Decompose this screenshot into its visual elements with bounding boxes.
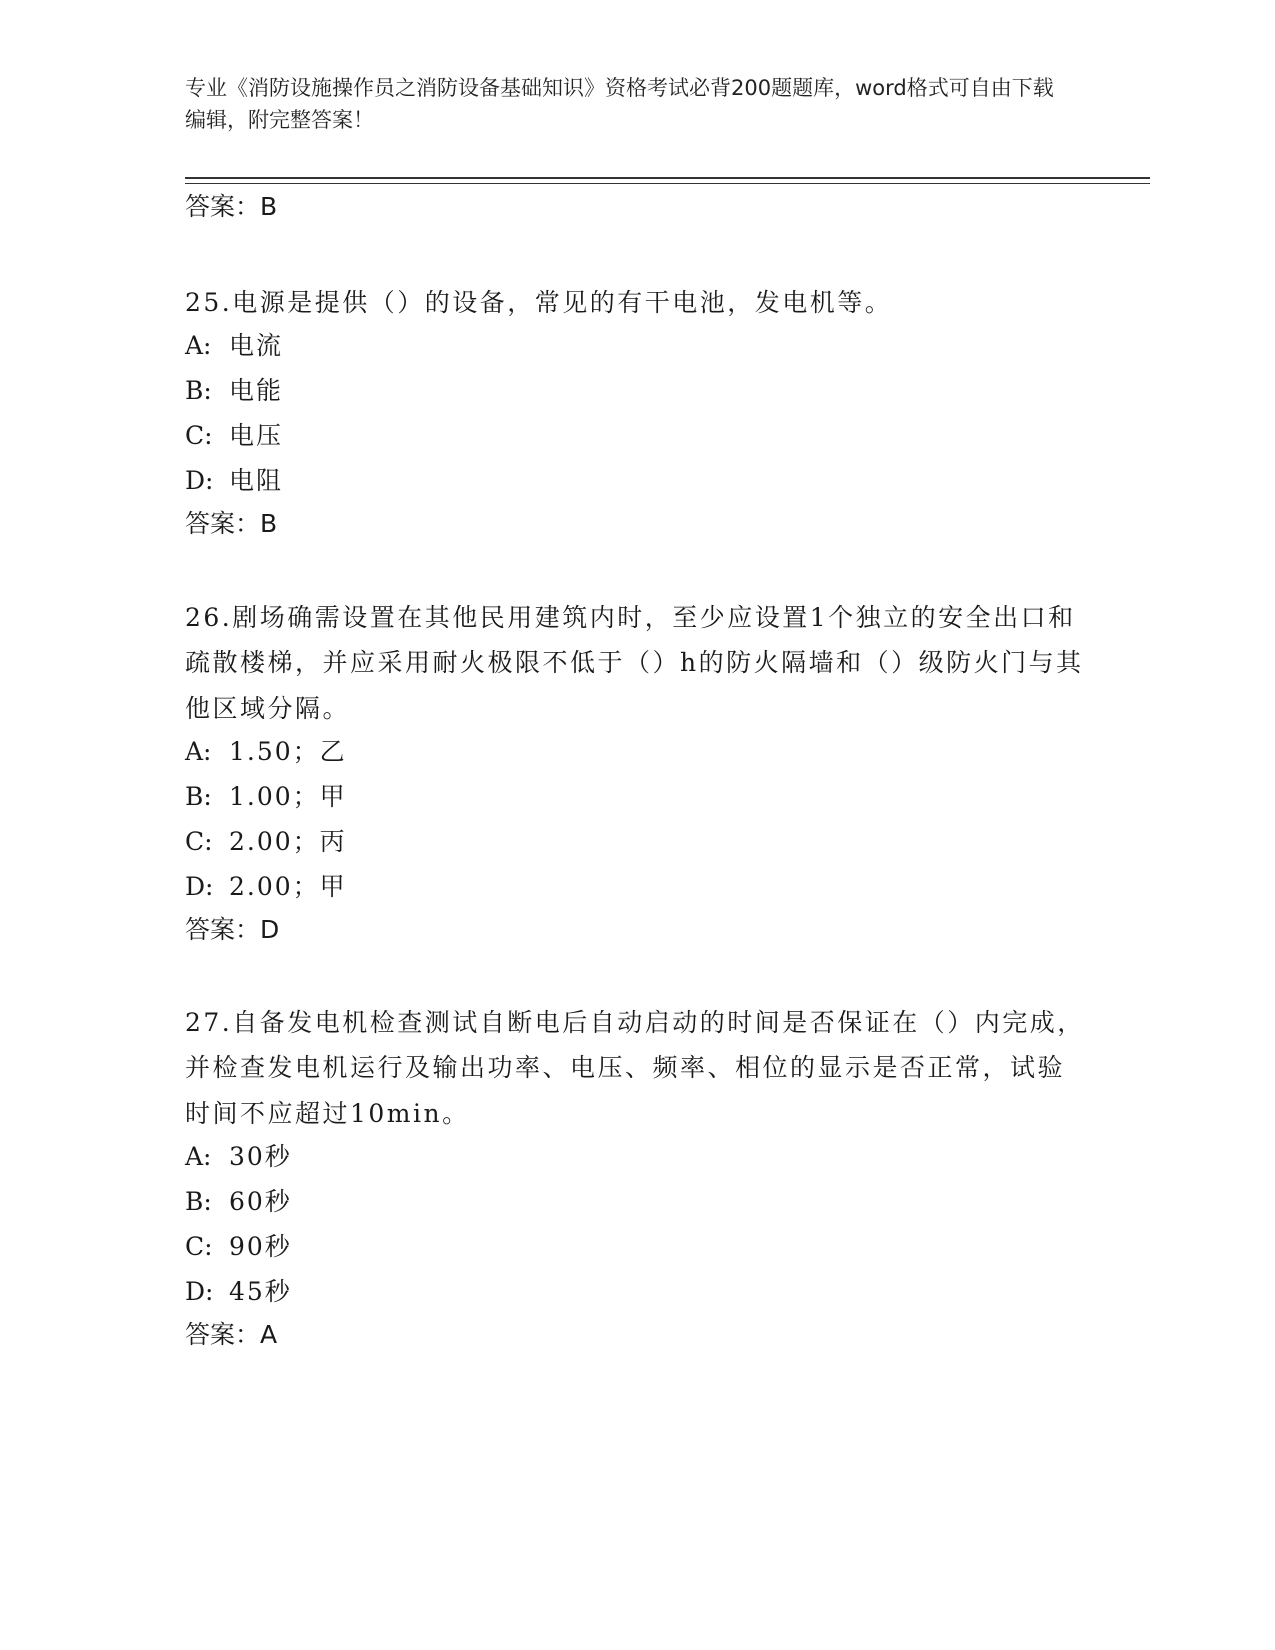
question-25-option-b — [185, 376, 283, 406]
question-26-text: 26.剧场确需设置在其他民用建筑内时，至少应设置1个独立的安全出口和疏散楼梯，并应采用耐火极限不低于（）h的防火隔墙和（）级防火门与其他区域分隔。 — [185, 603, 1084, 723]
question-27-option-d — [185, 1277, 292, 1307]
option-letter: D: — [185, 466, 214, 495]
option-letter: C: — [185, 421, 213, 450]
option-letter: C: — [185, 827, 213, 856]
option-text: 电阻 — [229, 466, 284, 495]
question-25-option-d — [185, 466, 283, 496]
option-text: 1.00；甲 — [229, 782, 347, 811]
question-26-option-c — [185, 827, 347, 857]
option-letter: A: — [185, 331, 212, 360]
option-letter: B: — [185, 376, 212, 405]
question-27-answer: 答案：A — [185, 1320, 278, 1349]
question-26-option-a — [185, 737, 347, 767]
question-26-answer: 答案：D — [185, 915, 280, 944]
option-text: 90秒 — [229, 1232, 292, 1261]
question-25-option-a — [185, 331, 283, 361]
option-letter: D: — [185, 872, 214, 901]
page-header: 专业《消防设施操作员之消防设备基础知识》资格考试必背200题题库，word格式可自由下载编辑，附完整答案！ — [185, 76, 1054, 132]
option-text: 电流 — [229, 331, 284, 360]
option-text: 1.50；乙 — [229, 737, 347, 766]
question-25-option-c — [185, 421, 283, 451]
question-25-answer: 答案：B — [185, 509, 278, 538]
option-text: 60秒 — [229, 1187, 292, 1216]
option-letter: A: — [185, 737, 212, 766]
question-27-text: 27.自备发电机检查测试自断电后自动启动的时间是否保证在（）内完成，并检查发电机运行及输出功率、电压、频率、相位的显示是否正常，试验时间不应超过10min。 — [185, 1008, 1085, 1128]
question-27-option-c — [185, 1232, 292, 1262]
option-text: 电能 — [229, 376, 284, 405]
question-26-option-d — [185, 872, 347, 902]
option-text: 2.00；丙 — [229, 827, 347, 856]
previous-answer: 答案：B — [185, 192, 278, 221]
option-letter: A: — [185, 1142, 212, 1171]
option-text: 2.00；甲 — [229, 872, 347, 901]
question-27-option-b — [185, 1187, 292, 1217]
header-divider-thick — [185, 177, 1150, 179]
question-26-option-b — [185, 782, 347, 812]
option-letter: D: — [185, 1277, 214, 1306]
option-letter: B: — [185, 1187, 212, 1216]
option-letter: C: — [185, 1232, 213, 1261]
option-letter: B: — [185, 782, 212, 811]
option-text: 30秒 — [229, 1142, 292, 1171]
question-25-text: 25.电源是提供（）的设备，常见的有干电池，发电机等。 — [185, 288, 893, 317]
option-text: 45秒 — [229, 1277, 292, 1306]
question-27-option-a — [185, 1142, 292, 1172]
header-divider-thin — [185, 183, 1150, 184]
option-text: 电压 — [229, 421, 284, 450]
